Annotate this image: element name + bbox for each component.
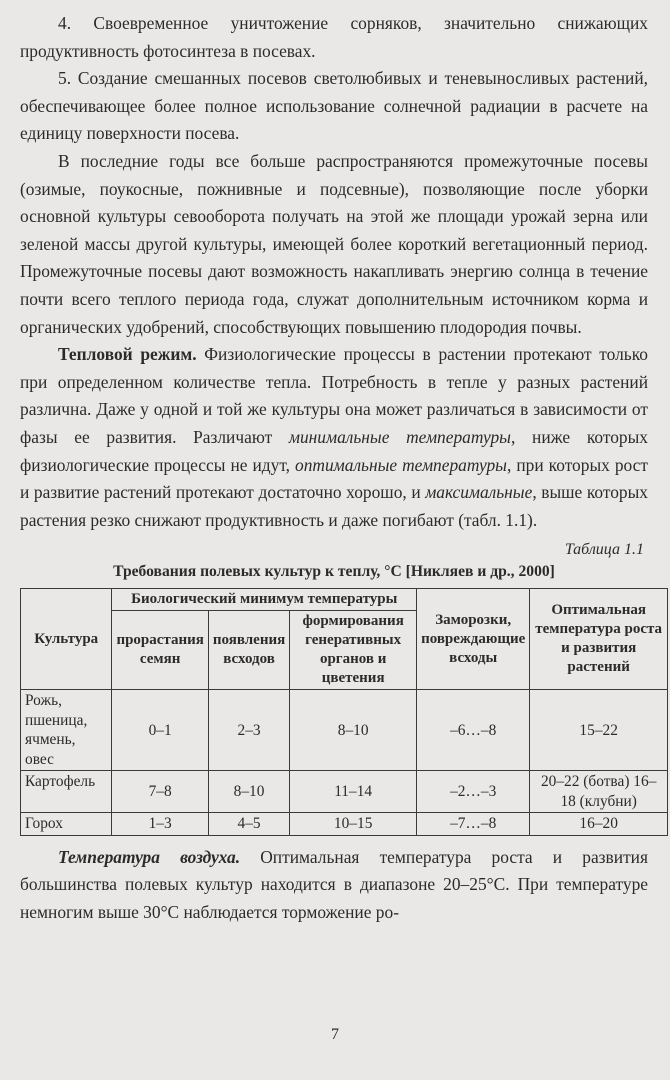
cell-crop: Картофель bbox=[21, 771, 112, 813]
cell-optimal: 15–22 bbox=[530, 690, 668, 771]
header-optimal-temperature: Оптимальная температура роста и развития растений bbox=[530, 589, 668, 690]
cell-generative: 8–10 bbox=[290, 690, 417, 771]
text-run: , выше которых растения резко снижают продуктивность и даже погибают (табл. 1.1). bbox=[20, 482, 648, 530]
cell-germination: 0–1 bbox=[112, 690, 208, 771]
text-run: Оптимальная температура роста и развития большинства полевых культур находится в диапазоне 20–25°С. При температуре немногим выше 30°С наблюдается торможение ро- bbox=[20, 846, 648, 922]
term-minimal-temperatures: минимальные температуры bbox=[288, 426, 511, 447]
cell-emergence: 8–10 bbox=[208, 771, 289, 813]
cell-emergence: 2–3 bbox=[208, 690, 289, 771]
cell-generative: 10–15 bbox=[290, 813, 417, 836]
header-biological-minimum: Биологический минимум температуры bbox=[112, 589, 417, 611]
paragraph-mixed-sowing: 5. Создание смешанных посевов светолюбивых и теневыносливых растений, обеспечивающее более полное использование солнечной радиации в расчете на единицу поверхности посева. bbox=[20, 68, 648, 144]
cell-optimal: 16–20 bbox=[530, 813, 668, 836]
paragraph-thermal-regime bbox=[20, 341, 648, 534]
cell-generative: 11–14 bbox=[290, 771, 417, 813]
cell-germination: 1–3 bbox=[112, 813, 208, 836]
header-crop: Культура bbox=[21, 589, 112, 690]
cell-crop: Горох bbox=[21, 813, 112, 836]
cell-emergence: 4–5 bbox=[208, 813, 289, 836]
cell-frosts: –7…–8 bbox=[417, 813, 530, 836]
cell-optimal: 20–22 (ботва) 16–18 (клубни) bbox=[530, 771, 668, 813]
text-run: , ниже которых физиологические процессы не идут, bbox=[20, 426, 648, 475]
cell-frosts: –2…–3 bbox=[417, 771, 530, 813]
table-row bbox=[21, 690, 668, 771]
temperature-requirements-table bbox=[20, 588, 668, 836]
cell-frosts: –6…–8 bbox=[417, 690, 530, 771]
header-frosts: Заморозки, повреждающие всходы bbox=[417, 589, 530, 690]
table-row bbox=[21, 771, 668, 813]
header-generative: формирования генеративных органов и цветения bbox=[290, 611, 417, 690]
page-number: 7 bbox=[331, 1026, 339, 1043]
table-caption: Требования полевых культур к теплу, °С [Никляев и др., 2000] bbox=[113, 563, 555, 581]
term-optimal-temperatures: оптимальные температуры bbox=[295, 454, 507, 475]
header-germination: прорастания семян bbox=[112, 611, 208, 690]
header-emergence: появления всходов bbox=[208, 611, 289, 690]
text-run: , при которых рост и развитие растений протекают достаточно хорошо, и bbox=[20, 454, 649, 503]
table-label: Таблица 1.1 bbox=[564, 541, 644, 559]
table-row bbox=[21, 813, 668, 836]
term-maximal: максимальные bbox=[425, 482, 533, 503]
cell-germination: 7–8 bbox=[112, 771, 208, 813]
paragraph-air-temperature bbox=[20, 844, 648, 927]
section-heading-air-temperature: Температура воздуха. bbox=[58, 846, 241, 867]
paragraph-intermediate-sowing: В последние годы все больше распространяются промежуточные посевы (озимые, поукосные, пожнивные и подсевные), позволяющие после уборки основной культуры севооборота получать на этой же площади урожай зерна или зеленой массы другой культуры, имеющей более короткий вегетационный период. Промежуточные посевы дают возможность накапливать энергию солнца в течение почти всего теплого периода года, служат дополнительным источником корма и органических удобрений, способствующих повышению плодородия почвы. bbox=[20, 150, 648, 337]
paragraph-weeds: 4. Своевременное уничтожение сорняков, значительно снижающих продуктивность фотосинтеза в посевах. bbox=[20, 13, 648, 61]
cell-crop: Рожь, пшеница, ячмень, овес bbox=[21, 690, 112, 771]
text-run: Физиологические процессы в растении протекают только при определенном количестве тепла. Потребность в тепле у разных растений различна. Даже у одной и той же культуры она может различаться в зависимости от фазы ее развития. Различают bbox=[20, 344, 648, 447]
section-heading-thermal-regime: Тепловой режим. bbox=[58, 344, 197, 365]
